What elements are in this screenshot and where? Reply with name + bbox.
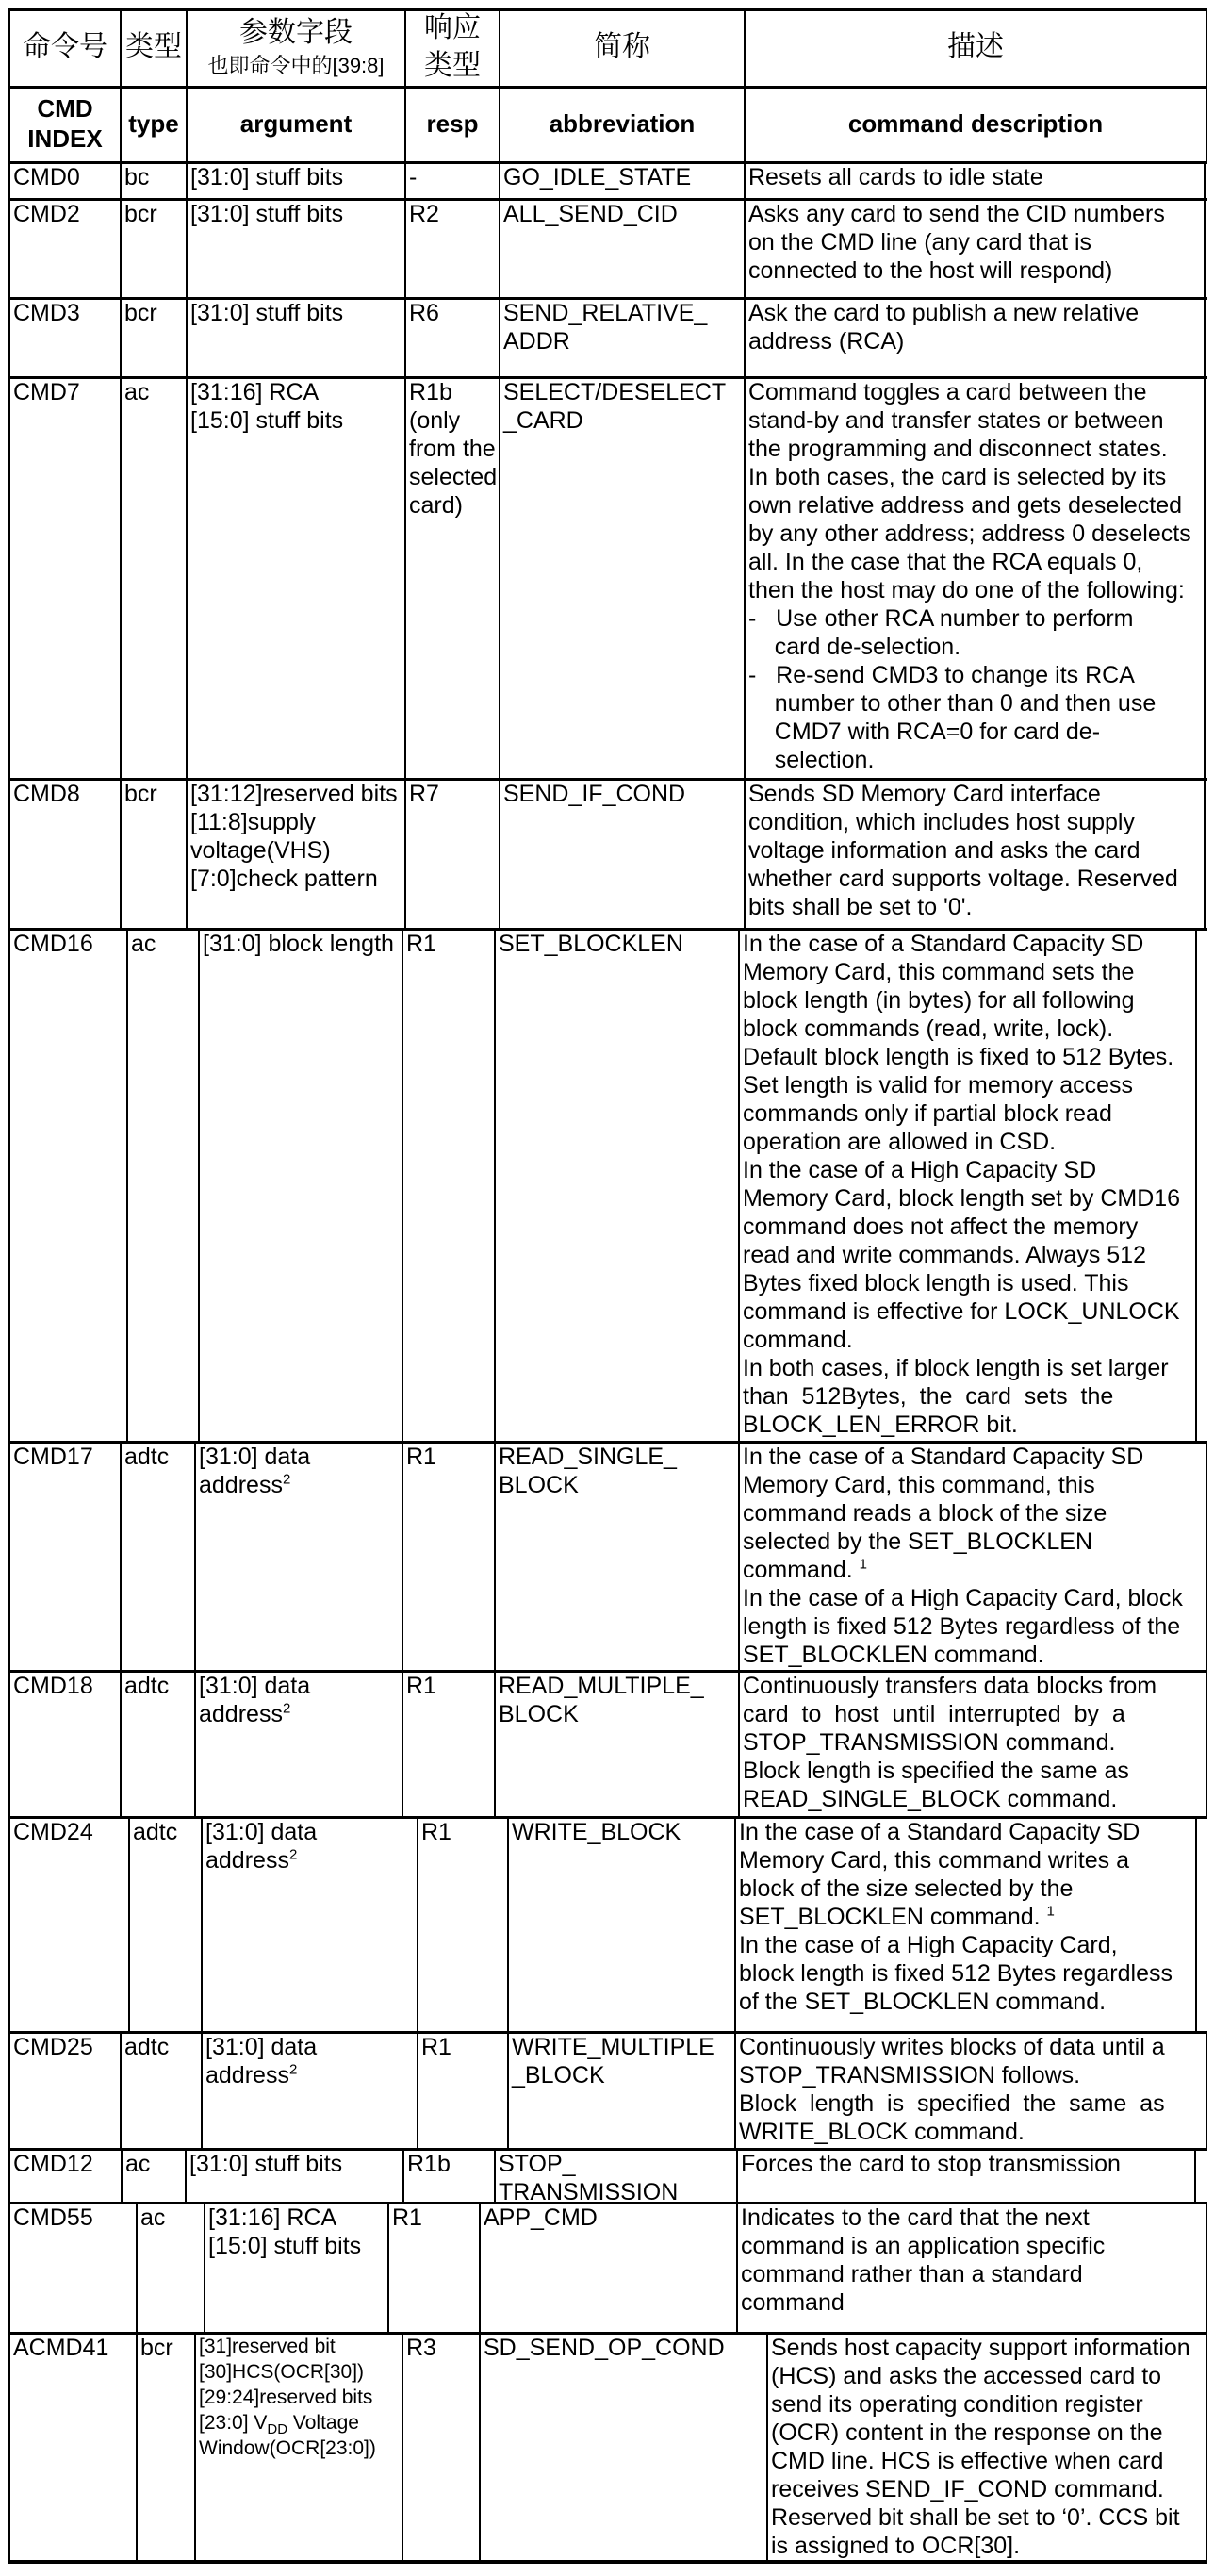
header-description [744,86,1207,161]
header-type [120,86,186,161]
cell-argument [186,376,404,778]
cell-line: In the case of a Standard Capacity SD [739,1819,1140,1845]
cell-line: R1 [421,1819,451,1845]
cell-line: [15:0] stuff bits [208,2233,362,2259]
cell-line: CMD7 with RCA=0 for card de- [748,718,1101,745]
cell-description [736,2148,1196,2202]
cell-line [739,1903,1195,1931]
header-type-cn [120,8,186,86]
cell-line: Block length is specified the same as [743,1758,1129,1784]
cell-type: bcr [120,778,186,928]
header-text: abbreviation [549,109,696,138]
cell-line: block commands (read, write, lock). [743,1016,1114,1042]
cell-line: BLOCK_LEN_ERROR bit. [743,1412,1018,1438]
cell-type: ac [126,928,198,1441]
cell-abbreviation [494,1670,738,1816]
cell-line: STOP_TRANSMISSION command. [743,1729,1116,1756]
cell-line: on the CMD line (any card that is [748,229,1092,256]
cell-line [199,1700,402,1728]
cell-line: CMD line. HCS is effective when card [771,2448,1164,2474]
cell-line: - Use other RCA number to perform [748,605,1134,632]
cell-argument [186,161,404,198]
header-resp [404,86,499,161]
cell-line: [31:0] stuff bits [190,201,344,227]
cell-line: Memory Card, this command sets the [743,959,1135,985]
cell-description [744,778,1206,928]
cell-line: - Re-send CMD3 to change its RCA [748,662,1135,688]
cell-cmd: CMD3 [8,297,120,376]
cell-line: card to host until interrupted by a [743,1701,1125,1727]
cell-line: then the host may do one of the following: [748,577,1185,603]
cell-description [766,2332,1207,2562]
cell-line: _BLOCK [512,2062,605,2089]
table-row [0,2202,1214,2332]
cell-line: than 512Bytes, the card sets the [743,1383,1114,1410]
cell-line: command is effective for LOCK_UNLOCK [743,1298,1180,1325]
cell-cmd: CMD7 [8,376,120,778]
cell-line: R1 [406,1673,436,1699]
cell-argument [185,2148,402,2202]
cell-argument [186,297,404,376]
cell-line: Continuously transfers data blocks from [743,1673,1157,1699]
header-text: command description [847,109,1104,138]
header-subtext: 也即命令中的[39:8] [207,54,385,77]
header-cmd-index [8,86,120,161]
cell-line: is assigned to OCR[30]. [771,2533,1021,2559]
cell-line: [31:0] block length [203,931,394,957]
cell-line: selected by the SET_BLOCKLEN [743,1528,1093,1555]
cell-argument [194,2332,402,2562]
cell-line: address (RCA) [748,328,905,355]
header-text: resp [426,109,479,138]
cell-line: read and write commands. Always 512 [743,1242,1146,1268]
cell-cmd: CMD2 [8,198,120,297]
cell-line: (only [409,407,461,434]
cell-description [738,1670,1207,1816]
cell-line: WRITE_MULTIPLE [512,2034,714,2060]
header-text: 类型 [125,31,182,62]
cell-type: bcr [120,198,186,297]
cell-line: Sends SD Memory Card interface [748,781,1101,807]
cell-resp [402,928,494,1441]
cell-line: In the case of a High Capacity Card, block [743,1585,1183,1611]
cell-line: Sends host capacity support information [771,2335,1190,2361]
cell-line: (HCS) and asks the accessed card to [771,2363,1162,2389]
cell-line: Bytes fixed block length is used. This [743,1270,1129,1296]
header-text: 描述 [947,31,1004,62]
cell-cmd: ACMD41 [8,2332,136,2562]
cell-line: block length is fixed 512 Bytes regardless [739,1960,1173,1987]
cell-cmd: CMD0 [8,161,120,198]
cell-line: length is fixed 512 Bytes regardless of the [743,1613,1181,1640]
cell-line [205,2061,417,2089]
table-bottom-border [8,2560,1207,2564]
cell-line: send its operating condition register [771,2391,1143,2418]
cell-line: SEND_RELATIVE_ [503,300,708,326]
text-segment: address [199,1472,283,1498]
cell-line: voltage(VHS) [190,837,331,864]
cell-line: [7:0]check pattern [190,866,378,892]
table-row [0,1441,1214,1670]
cell-type: ac [136,2202,204,2332]
cell-line: _CARD [503,407,583,434]
cell-line: Forces the card to stop transmission [741,2151,1121,2177]
table-row [0,1816,1214,2031]
cell-argument [201,1816,417,2031]
header-abbreviation [499,86,744,161]
cell-resp [402,1441,494,1670]
cell-line: block length (in bytes) for all following [743,987,1135,1014]
cell-resp [404,297,499,376]
cell-line: Default block length is fixed to 512 Bytes. [743,1044,1174,1070]
cell-cmd: CMD8 [8,778,120,928]
cell-description [734,1816,1197,2031]
cell-line: the programming and disconnect states. [748,436,1168,462]
subscript: DD [267,2421,288,2438]
cell-resp [387,2202,479,2332]
cell-line: R1 [406,931,436,957]
cell-description [736,2202,1207,2332]
cell-line: [31:0] stuff bits [190,300,344,326]
cell-line: [31]reserved bit [199,2336,336,2357]
header-argument [186,86,404,161]
table-row [0,778,1214,928]
cell-line: SEND_IF_COND [503,781,686,807]
cell-argument [186,198,404,297]
header-text: 响应类型 [424,12,481,81]
footnote-superscript: 2 [282,1471,291,1488]
cell-cmd: CMD12 [8,2148,121,2202]
cell-resp [404,376,499,778]
cell-line: BLOCK [499,1472,579,1498]
cell-argument [194,1441,402,1670]
cell-description [734,2031,1207,2148]
cell-line: R1b [407,2151,451,2177]
cell-argument [194,1670,402,1816]
cell-line: Resets all cards to idle state [748,164,1043,190]
cell-line: READ_SINGLE_ [499,1444,677,1470]
header-text: 参数字段 [239,17,353,48]
cell-line: command. [743,1327,853,1353]
footnote-superscript: 1 [1046,1903,1055,1920]
cell-line: APP_CMD [484,2204,598,2231]
footnote-superscript: 1 [859,1556,868,1573]
cell-abbreviation [499,161,744,198]
cell-line [743,1556,1206,1584]
cell-type: bc [120,161,186,198]
cell-abbreviation [479,2202,736,2332]
cell-cmd: CMD18 [8,1670,120,1816]
table-row [0,198,1214,297]
cell-type: bcr [120,297,186,376]
header-argument-cn [186,8,404,86]
cell-resp [404,161,499,198]
cell-line: whether card supports voltage. Reserved [748,866,1178,892]
cell-abbreviation [507,1816,734,2031]
cell-line: Continuously writes blocks of data until a [739,2034,1165,2060]
cell-abbreviation [507,2031,734,2148]
header-text: 命令号 [23,31,107,62]
cell-line: command rather than a standard [741,2261,1083,2287]
cell-line: receives SEND_IF_COND command. [771,2476,1164,2502]
cell-line: WRITE_BLOCK command. [739,2119,1025,2145]
cell-line: WRITE_BLOCK [512,1819,681,1845]
cell-line: number to other than 0 and then use [748,690,1157,717]
cell-line: command [741,2289,845,2316]
cell-line: [31:0] stuff bits [190,164,344,190]
cell-line: R1 [406,1444,436,1470]
cell-argument [198,928,402,1441]
cell-type: ac [120,376,186,778]
cell-cmd: CMD16 [8,928,126,1441]
cell-abbreviation [499,778,744,928]
cell-line [199,2410,402,2436]
cell-line: [11:8]supply [190,809,316,835]
cell-abbreviation [494,928,738,1441]
cell-line: R1b [409,379,452,405]
cell-line: [31:16] RCA [190,379,320,405]
cell-line: R1 [421,2034,451,2060]
cell-line: Block length is specified the same as [739,2090,1165,2117]
table-row [0,2332,1214,2562]
cell-line: block of the size selected by the [739,1875,1074,1902]
cell-type: adtc [120,2031,201,2148]
header-row-english [0,86,1214,161]
cell-line: [31:0] data [205,1819,318,1845]
cell-argument [204,2202,387,2332]
cell-line: Indicates to the card that the next [741,2204,1090,2231]
cell-line: R7 [409,781,439,807]
text-segment: Voltage [287,2412,359,2434]
cell-line: In the case of a High Capacity SD [743,1157,1097,1183]
cell-line: [30]HCS(OCR[30]) [199,2361,365,2383]
cell-description [738,1441,1207,1670]
cell-line: voltage information and asks the card [748,837,1140,864]
cell-abbreviation [499,198,744,297]
footnote-superscript: 2 [288,1846,298,1863]
table-row [0,2031,1214,2148]
cell-line: ALL_SEND_CID [503,201,678,227]
cell-description [744,198,1206,297]
cell-argument [201,2031,417,2148]
cell-resp [402,2332,479,2562]
cell-line: R6 [409,300,439,326]
cell-description [738,928,1197,1441]
cell-abbreviation [499,376,744,778]
cell-cmd: CMD24 [8,1816,128,2031]
text-segment: SET_BLOCKLEN command. [739,1904,1047,1930]
cell-line: (OCR) content in the response on the [771,2419,1163,2446]
cell-line: command does not affect the memory [743,1214,1139,1240]
cell-cmd: CMD55 [8,2202,136,2332]
cell-line [199,1471,402,1499]
table-row [0,376,1214,778]
cell-resp [402,1670,494,1816]
cell-type: adtc [120,1670,194,1816]
header-abbreviation-cn [499,8,744,86]
footnote-superscript: 2 [288,2061,298,2078]
cell-line [205,1846,417,1874]
cell-line: condition, which includes host supply [748,809,1135,835]
cell-line: selected [409,464,498,490]
cell-line: of the SET_BLOCKLEN command. [739,1989,1107,2015]
cell-line: Window(OCR[23:0]) [199,2437,376,2459]
cell-line: bits shall be set to '0'. [748,894,973,920]
cell-line: [31:0] data [199,1444,311,1470]
text-segment: address [205,1847,289,1874]
cell-line: [31:12]reserved bits [190,781,398,807]
header-row-chinese [0,8,1214,86]
cell-description [744,376,1206,778]
cell-resp [417,1816,507,2031]
cell-line: In the case of a Standard Capacity SD [743,1444,1144,1470]
cell-line: [31:16] RCA [208,2204,337,2231]
cell-line: In the case of a Standard Capacity SD [743,931,1144,957]
cell-type: adtc [120,1441,194,1670]
cell-resp [417,2031,507,2148]
table-row [0,928,1214,1441]
cell-argument [186,778,404,928]
cell-line: READ_MULTIPLE_ [499,1673,704,1699]
cell-line: GO_IDLE_STATE [503,164,692,190]
cell-line: operation are allowed in CSD. [743,1129,1057,1155]
cell-line: BLOCK [499,1701,579,1727]
cell-line: SD_SEND_OP_COND [484,2335,725,2361]
cell-line: - [409,164,418,190]
cell-line: Memory Card, this command writes a [739,1847,1130,1874]
cell-line: by any other address; address 0 deselects [748,520,1191,547]
cell-line: Command toggles a card between the [748,379,1147,405]
cell-line: [31:0] data [199,1673,311,1699]
header-cmd-index-cn [8,8,120,86]
cell-line: In both cases, if block length is set larger [743,1355,1169,1381]
cell-cmd: CMD25 [8,2031,120,2148]
text-segment: [23:0] V [199,2412,268,2434]
cell-line: Ask the card to publish a new relative [748,300,1140,326]
cell-line: Asks any card to send the CID numbers [748,201,1165,227]
text-segment: address [205,2062,289,2089]
cell-line: from the [409,436,496,462]
cell-line: STOP_TRANSMISSION follows. [739,2062,1081,2089]
cell-abbreviation [494,1441,738,1670]
cell-line: connected to the host will respond) [748,257,1113,284]
cell-type: ac [121,2148,185,2202]
cell-line: READ_SINGLE_BLOCK command. [743,1786,1118,1812]
cell-line: command is an application specific [741,2233,1106,2259]
table-row [0,2148,1214,2205]
table-row [0,161,1214,198]
cell-line: TRANSMISSION [499,2179,679,2205]
cell-line: command reads a block of the size [743,1500,1107,1527]
cell-line: own relative address and gets deselected [748,492,1183,519]
cell-line: card de-selection. [748,634,961,660]
cell-line: Memory Card, this command, this [743,1472,1095,1498]
cell-line: R1 [392,2204,422,2231]
cell-abbreviation [479,2332,766,2562]
cell-line: In the case of a High Capacity Card, [739,1932,1118,1958]
cell-cmd: CMD17 [8,1441,120,1670]
cell-line: STOP_ [499,2151,576,2177]
text-segment: command. [743,1557,860,1583]
cell-line: ADDR [503,328,570,355]
cell-abbreviation [494,2148,736,2205]
cell-line: Set length is valid for memory access [743,1072,1134,1098]
cell-resp [404,198,499,297]
cell-description [744,297,1206,376]
cell-description [744,161,1206,198]
header-description-cn [744,8,1207,86]
cell-line: Reserved bit shall be set to ‘0’. CCS bit [771,2504,1180,2531]
header-text: 简称 [594,31,650,62]
cell-resp [404,778,499,928]
cell-line: stand-by and transfer states or between [748,407,1164,434]
cell-line: [29:24]reserved bits [199,2386,373,2408]
cell-line: R3 [406,2335,436,2361]
header-text: argument [239,109,353,138]
cell-line: selection. [748,747,875,773]
cell-line: all. In the case that the RCA equals 0, [748,549,1143,575]
cell-type: bcr [136,2332,194,2562]
cell-line: [15:0] stuff bits [190,407,344,434]
cell-line: SET_BLOCKLEN command. [743,1642,1044,1668]
cell-line: [31:0] data [205,2034,318,2060]
cell-line: In both cases, the card is selected by its [748,464,1167,490]
cell-line: SET_BLOCKLEN [499,931,683,957]
header-text: CMD INDEX [27,94,103,153]
header-text: type [128,109,179,138]
cell-abbreviation [499,297,744,376]
table-row [0,1670,1214,1816]
cell-line: card) [409,492,463,519]
cell-line: Memory Card, block length set by CMD16 [743,1185,1181,1212]
table-row [0,297,1214,376]
cell-line: SELECT/DESELECT [503,379,727,405]
cell-line: commands only if partial block read [743,1100,1112,1127]
footnote-superscript: 2 [282,1700,291,1717]
cell-line: [31:0] stuff bits [189,2151,343,2177]
text-segment: address [199,1701,283,1727]
cell-resp [402,2148,494,2202]
header-resp-cn [404,8,499,86]
cell-type: adtc [128,1816,201,2031]
cell-line: R2 [409,201,439,227]
